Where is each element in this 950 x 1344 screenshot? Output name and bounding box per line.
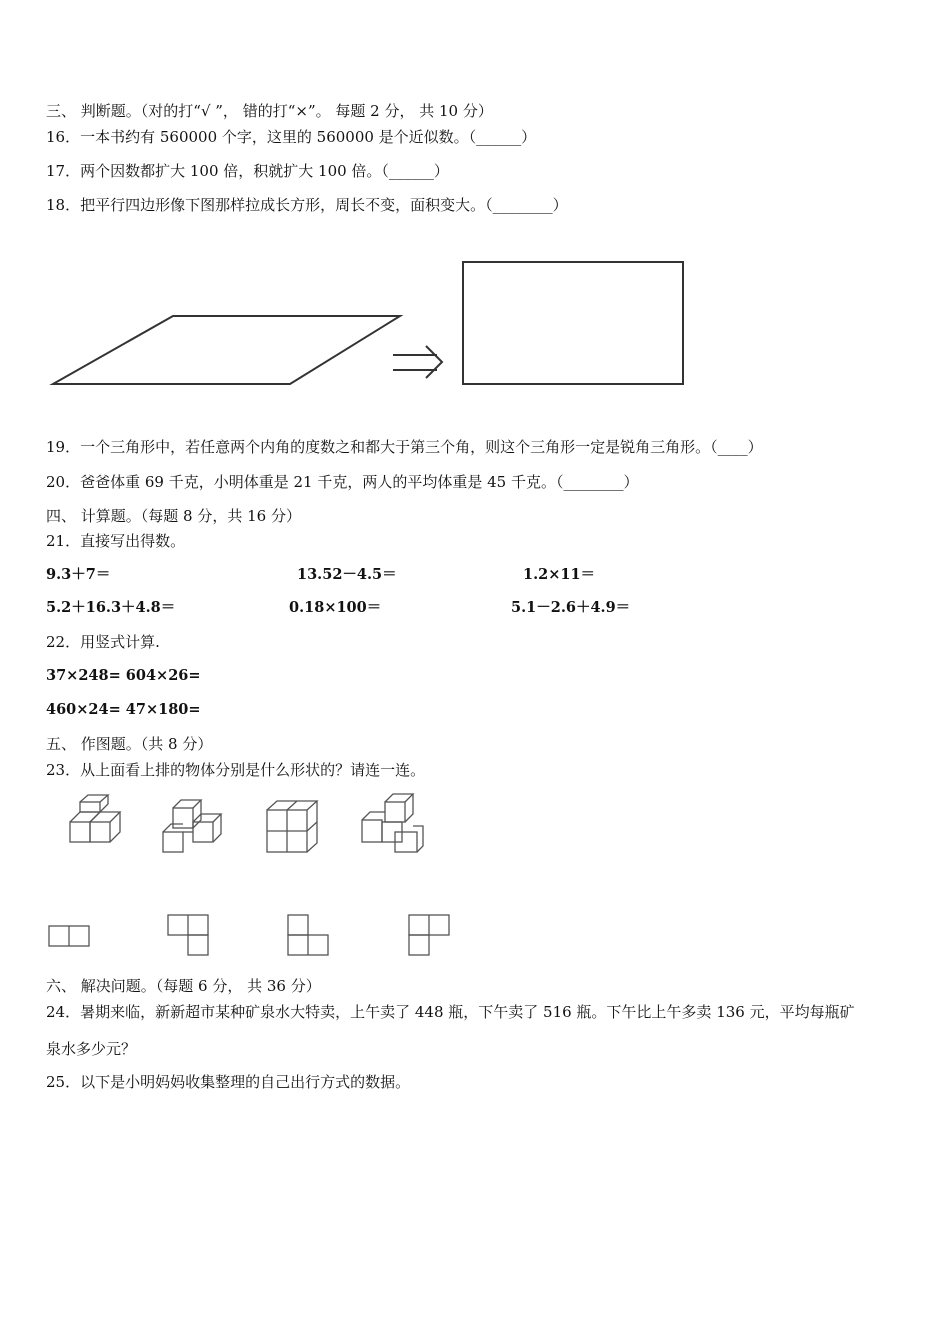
cube-objects-row [60, 790, 440, 865]
calc-item: 9.3＋7＝ [46, 566, 111, 583]
vertical-calc-row-1: 37×248= 604×26= [46, 667, 201, 684]
cube-object-1 [70, 795, 120, 842]
parallelogram-to-rectangle-figure [40, 250, 700, 400]
calc-item: 5.1－2.6＋4.9＝ [511, 599, 631, 616]
arrow-icon [393, 346, 442, 378]
question-17: 17．两个因数都扩大 100 倍，积就扩大 100 倍。（______） [46, 162, 449, 180]
question-16: 16．一本书约有 560000 个字，这里的 560000 是个近似数。（______） [46, 128, 537, 146]
section5-heading: 五、 作图题。（共 8 分） [46, 735, 213, 753]
question-18: 18．把平行四边形像下图那样拉成长方形，周长不变，面积变大。（________） [46, 196, 568, 214]
section4-heading: 四、 计算题。（每题 8 分，共 16 分） [46, 507, 301, 525]
section6-heading: 六、 解决问题。（每题 6 分， 共 36 分） [46, 977, 321, 995]
top-view-shape-1 [49, 926, 89, 946]
top-view-shape-3 [288, 915, 328, 955]
section3-heading: 三、 判断题。（对的打“√ ”， 错的打“×”。 每题 2 分， 共 10 分） [46, 102, 493, 120]
question-24-line-1: 24．暑期来临，新新超市某种矿泉水大特卖，上午卖了 448 瓶，下午卖了 516 瓶。下午比上午多卖 136 元，平均每瓶矿 [46, 1003, 855, 1021]
parallelogram-shape [53, 316, 400, 384]
question-22: 22．用竖式计算. [46, 633, 160, 651]
calc-item: 5.2＋16.3＋4.8＝ [46, 599, 176, 616]
cube-object-4 [362, 794, 423, 852]
cube-object-3 [267, 801, 317, 852]
calc-item: 1.2×11＝ [523, 566, 596, 583]
question-23: 23．从上面看上排的物体分别是什么形状的？请连一连。 [46, 761, 426, 779]
top-view-shapes-row [40, 905, 460, 965]
top-view-shape-2 [168, 915, 208, 955]
cube-object-2 [163, 800, 221, 852]
top-view-shape-4 [409, 915, 449, 955]
calc-item: 0.18×100＝ [289, 599, 382, 616]
question-21: 21．直接写出得数。 [46, 532, 186, 550]
question-20: 20．爸爸体重 69 千克，小明体重是 21 千克，两人的平均体重是 45 千克。（________） [46, 473, 639, 491]
calc-item: 13.52－4.5＝ [297, 566, 397, 583]
question-25: 25．以下是小明妈妈收集整理的自己出行方式的数据。 [46, 1073, 411, 1091]
question-24-line-2: 泉水多少元？ [46, 1040, 137, 1058]
rectangle-shape [463, 262, 683, 384]
question-19: 19．一个三角形中，若任意两个内角的度数之和都大于第三个角，则这个三角形一定是锐角三角形。（____） [46, 438, 763, 456]
vertical-calc-row-2: 460×24= 47×180= [46, 701, 201, 718]
